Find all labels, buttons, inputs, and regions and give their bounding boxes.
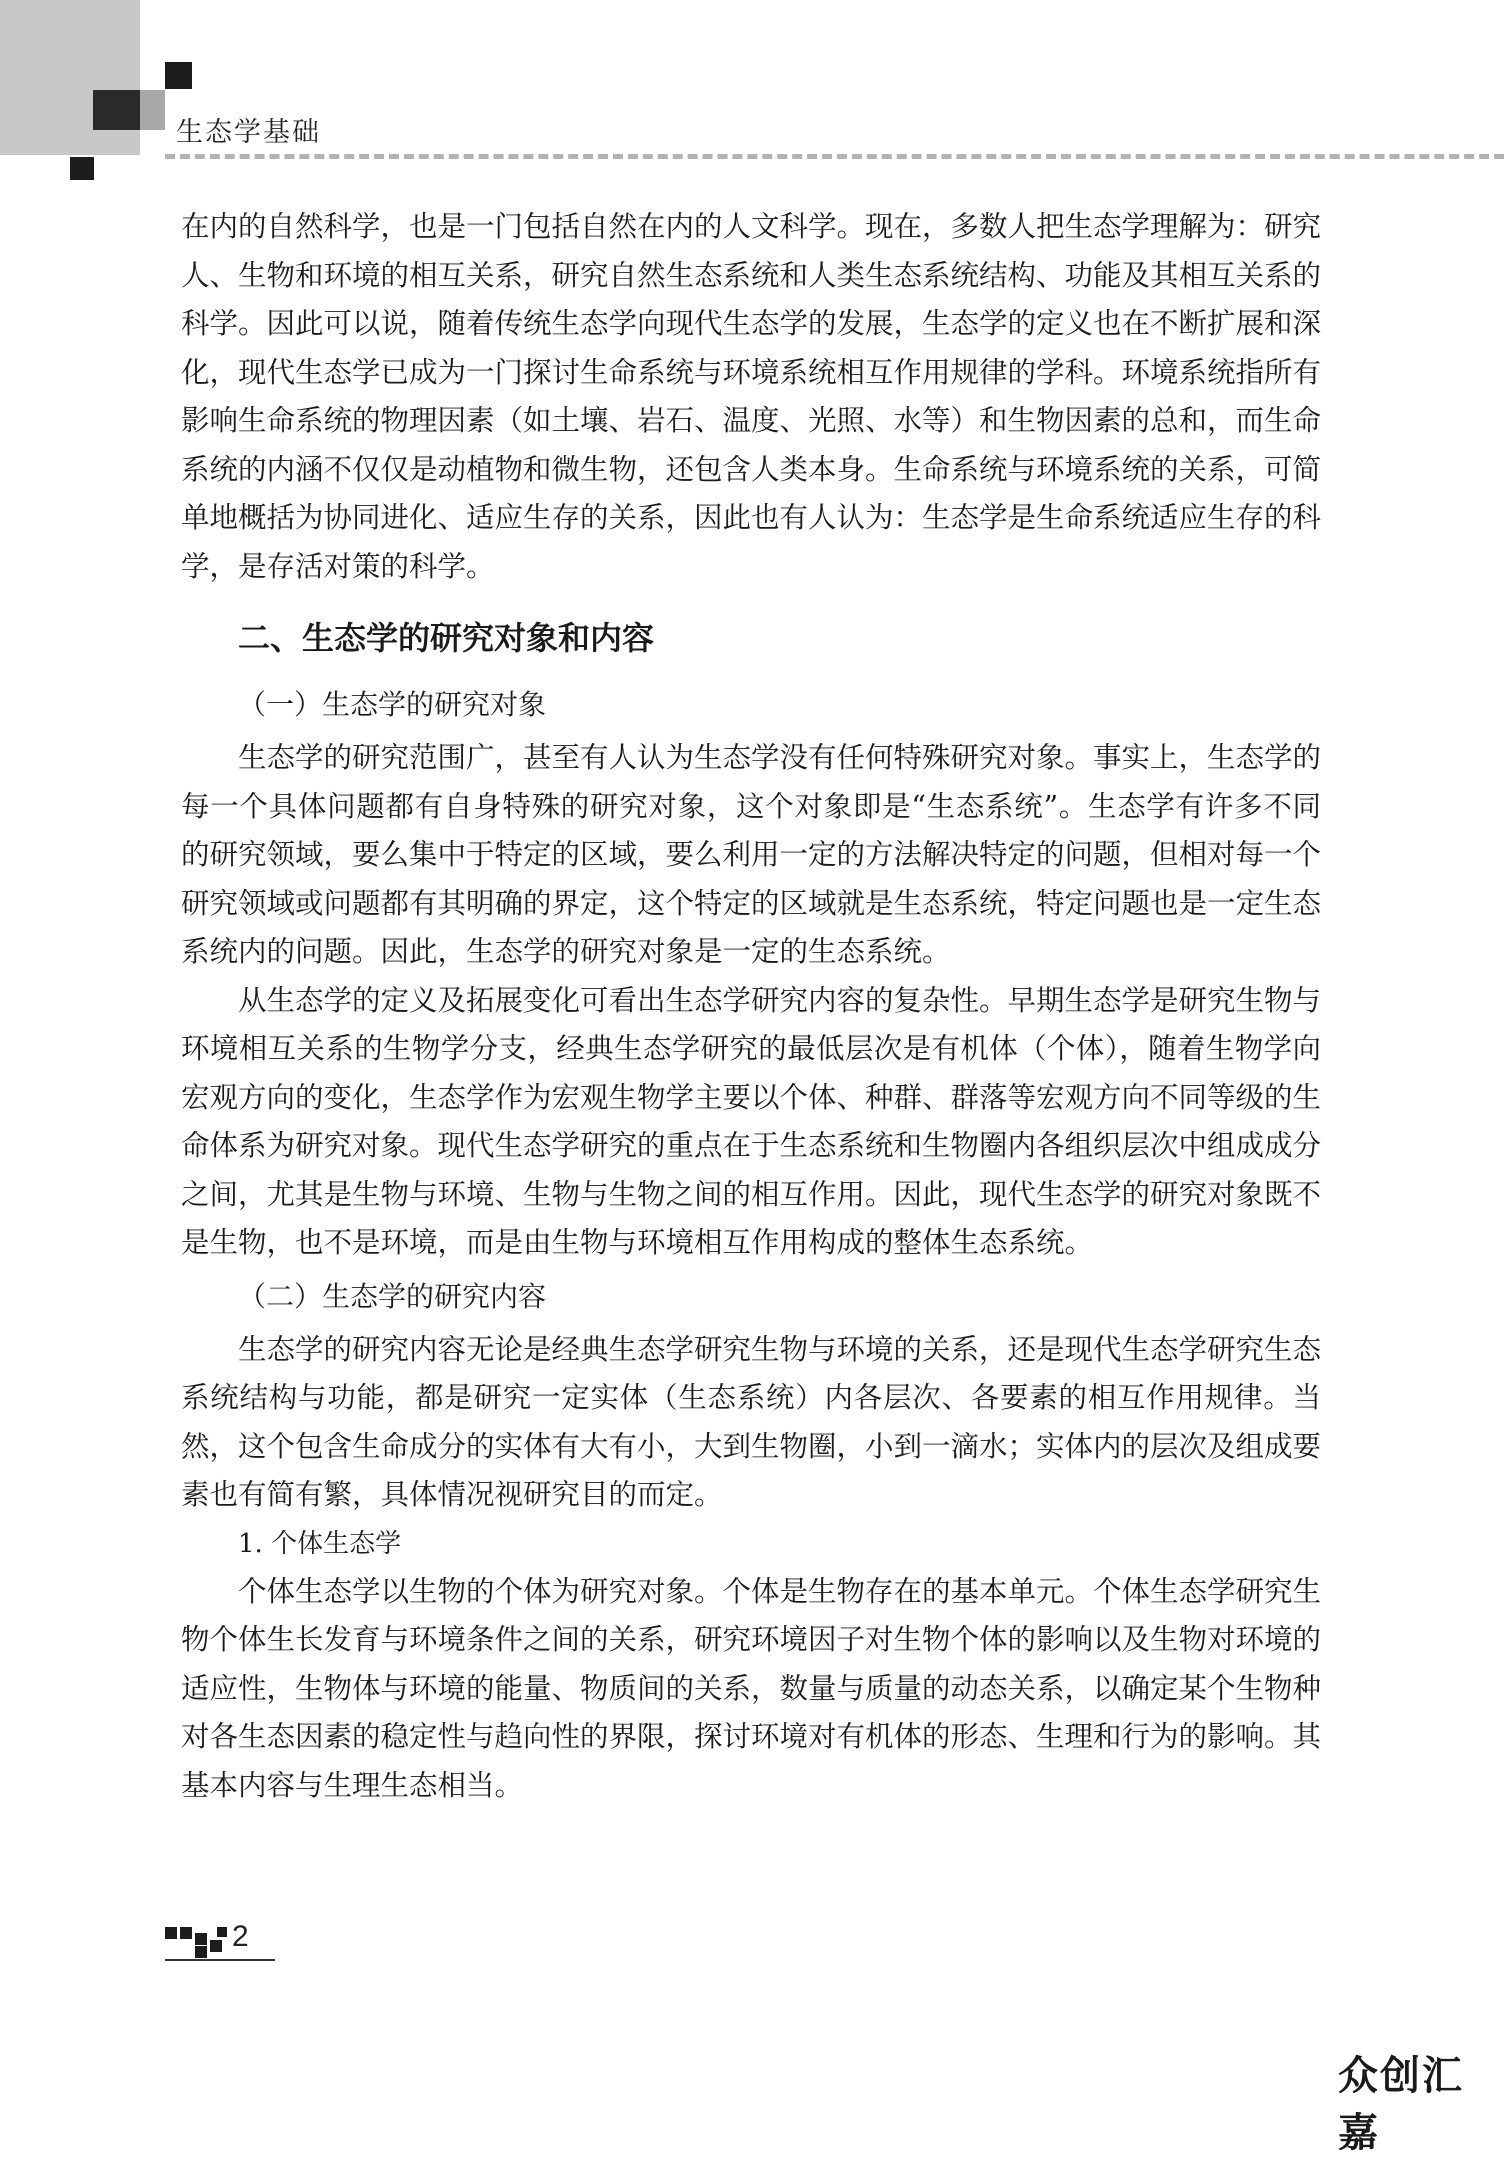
footer-square xyxy=(165,1927,177,1939)
subheading-research-object: （一）生态学的研究对象 xyxy=(238,688,547,721)
header-square-large xyxy=(0,0,140,155)
header-dashed-rule xyxy=(165,154,1504,159)
header-square-gray xyxy=(140,90,165,130)
subheading-research-content: （二）生态学的研究内容 xyxy=(238,1279,547,1313)
footer-square xyxy=(217,1927,227,1937)
header-square-small xyxy=(70,157,94,180)
footer-rule xyxy=(165,1959,275,1961)
item-heading-individual-ecology: 1. 个体生态学 xyxy=(238,1528,402,1559)
page-number: 2 xyxy=(232,1920,249,1953)
page-body xyxy=(181,203,1321,1810)
paragraph-complexity: 从生态学的定义及拓展变化可看出生态学研究内容的复杂性。早期生态学是研究生物与环境相互关系的生物学分支，经典生态学研究的最低层次是有机体（个体），随着生物学向宏观方向的变化，生态学作为宏观生物学主要以个体、种群、群落等宏观方向不同等级的生命体系为研究对象。现代生态学研究的重点在于生态系统和生物圈内各组织层次中组成成分之间，尤其是生物与环境、生物与生物之间的相互作用。因此，现代生态学的研究对象既不是生物，也不是环境，而是由生物与环境相互作用构成的整体生态系统。 xyxy=(181,983,1322,1259)
footer-square xyxy=(195,1933,207,1945)
header-square-dark xyxy=(93,90,140,130)
paragraph-definition: 在内的自然科学，也是一门包括自然在内的人文科学。现在，多数人把生态学理解为：研究人、生物和环境的相互关系，研究自然生态系统和人类生态系统结构、功能及其相互关系的科学。因此可以说，随着传统生态学向现代生态学的发展，生态学的定义也在不断扩展和深化，现代生态学已成为一门探讨生命系统与环境系统相互作用规律的学科。环境系统指所有影响生命系统的物理因素（如土壤、岩石、温度、光照、水等）和生物因素的总和，而生命系统的内涵不仅仅是动植物和微生物，还包含人类本身。生命系统与环境系统的关系，可简单地概括为协同进化、适应生存的关系，因此也有人认为：生态学是生命系统适应生存的科学，是存活对策的科学。 xyxy=(181,210,1322,583)
footer-square xyxy=(195,1946,207,1958)
footer-square xyxy=(210,1940,222,1952)
paragraph-individual-ecology: 个体生态学以生物的个体为研究对象。个体是生物存在的基本单元。个体生态学研究生物个体生长发育与环境条件之间的关系，研究环境因子对生物个体的影响以及生物对环境的适应性，生物体与环境的能量、物质间的关系，数量与质量的动态关系，以确定某个生物种对各生态因素的稳定性与趋向性的界限，探讨环境对有机体的形态、生理和行为的影响。其基本内容与生理生态相当。 xyxy=(181,1574,1322,1802)
footer-square xyxy=(180,1927,192,1939)
header-square-black xyxy=(165,62,192,89)
paragraph-research-object: 生态学的研究范围广，甚至有人认为生态学没有任何特殊研究对象。事实上，生态学的每一个具体问题都有自身特殊的研究对象，这个对象即是“生态系统”。生态学有许多不同的研究领域，要么集中于特定的区域，要么利用一定的方法解决特定的问题，但相对每一个研究领域或问题都有其明确的界定，这个特定的区域就是生态系统，特定问题也是一定生态系统内的问题。因此，生态学的研究对象是一定的生态系统。 xyxy=(181,741,1322,968)
watermark-text: 众创汇嘉 xyxy=(1338,2053,1464,2156)
running-header-title: 生态学基础 xyxy=(176,117,321,148)
section-heading: 二、生态学的研究对象和内容 xyxy=(238,619,655,657)
paragraph-research-content: 生态学的研究内容无论是经典生态学研究生物与环境的关系，还是现代生态学研究生态系统结构与功能，都是研究一定实体（生态系统）内各层次、各要素的相互作用规律。当然，这个包含生命成分的实体有大有小，大到生物圈，小到一滴水；实体内的层次及组成要素也有简有繁，具体情况视研究目的而定。 xyxy=(181,1332,1322,1511)
